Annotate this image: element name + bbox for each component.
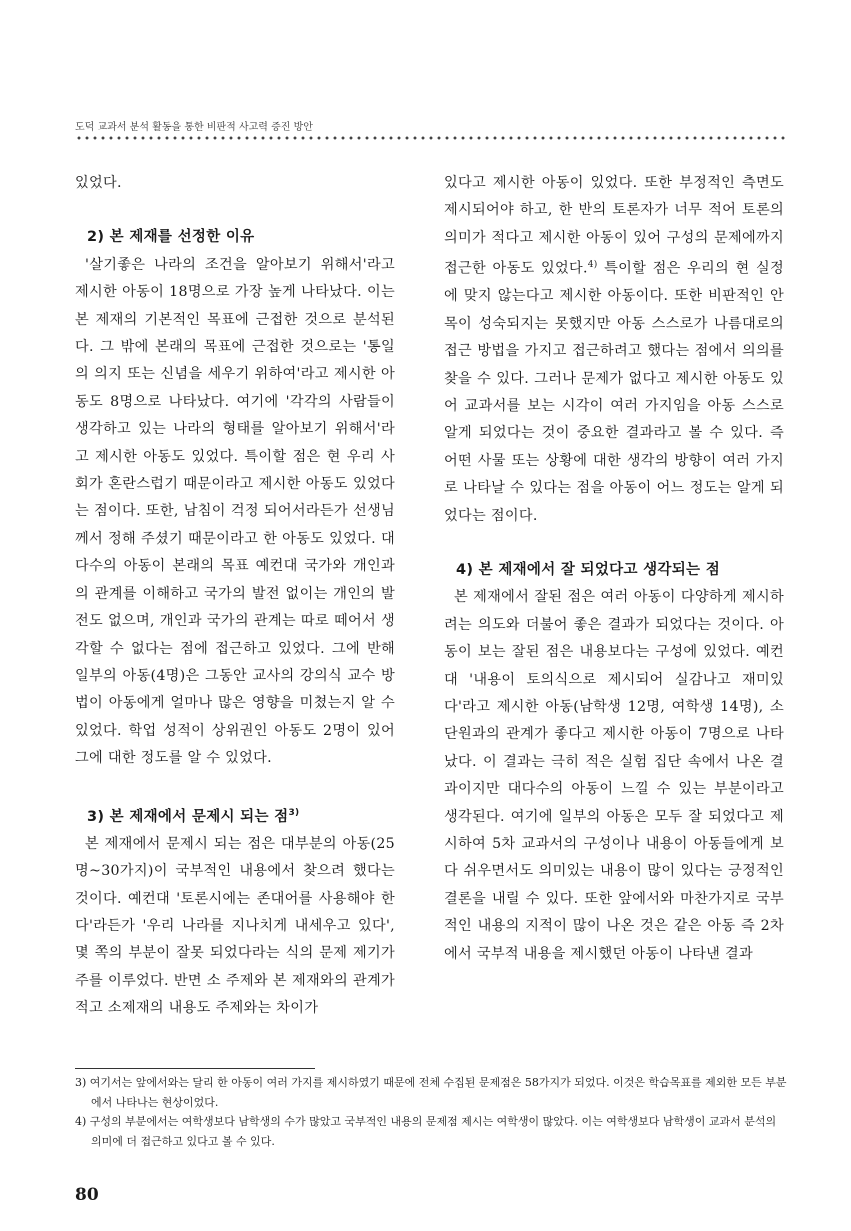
spacer xyxy=(75,197,395,224)
spacer xyxy=(75,773,395,800)
footnote-4: 4) 구성의 부분에서는 여학생보다 남학생의 수가 많았고 국부적인 내용의 문제점 제시는 여학생이 많았다. 이는 여학생보다 남학생이 교과서 분석의 의미에 더 접근하고 있다고 볼 수 있다. xyxy=(75,1115,777,1148)
footnote-rule xyxy=(75,1068,315,1069)
footnote-ref-4[interactable]: 4) xyxy=(587,260,598,271)
running-header: 도덕 교과서 분석 활동을 통한 비판적 사고력 증진 방안 xyxy=(75,122,313,133)
continued-paragraph: 있었다. xyxy=(75,175,122,191)
section-3-paragraph: 본 제재에서 문제시 되는 점은 대부분의 아동(25명~30가지)이 국부적인 내용에서 찾으려 했다는 것이다. 예컨대 '토론시에는 존대어를 사용해야 한다'라든가 '우리 나라를 지나치게 내세우고 있다', 몇 쪽의 부분이 잘못 되었다라는 식의 문제 제기가 주를 이루었다. 반면 소 주제와 본 제재와의 관계가 적고 소제재의 내용도 주제와는 차이가 xyxy=(75,835,395,1017)
continued-paragraph xyxy=(444,170,784,530)
section-heading-3 xyxy=(75,800,395,831)
section-heading-4: 4) 본 제재에서 잘 되었다고 생각되는 점 xyxy=(456,562,721,579)
left-column xyxy=(75,170,395,1023)
paragraph-part-b: 특이할 점은 우리의 현 실정에 맞지 않는다고 제시한 아동이다. 또한 비판적인 안목이 성숙되지는 못했지만 아동 스스로가 나름대로의 접근 방법을 가지고 접근하려고 했다는 점에서 의의를 찾을 수 있다. 그러나 문제가 없다고 제시한 아동도 있어 교과서를 보는 시각이 여러 가지임을 아동 스스로 알게 되었다는 것이 중요한 결과라고 볼 수 있다. 즉 어떤 사물 또는 상황에 대한 생각의 방향이 여러 가지로 나타날 수 있다는 점을 아동이 어느 정도는 알게 되었다는 점이다. xyxy=(444,260,784,524)
section-heading-2: 2) 본 제재를 선정한 이유 xyxy=(87,229,255,246)
section-4-paragraph: 본 제재에서 잘된 점은 여러 아동이 다양하게 제시하려는 의도와 더불어 좋은 결과가 되었다는 것이다. 아동이 보는 잘된 점은 내용보다는 구성에 있었다. 예컨대 '내용이 토의식으로 제시되어 실감나고 재미있다'라고 제시한 아동(남학생 12명, 여학생 14명), 소단원과의 관계가 좋다고 제시한 아동이 7명으로 나타났다. 이 결과는 극히 적은 실험 집단 속에서 나온 결과이지만 대다수의 아동이 느낄 수 있는 부분이라고 생각된다. 여기에 일부의 아동은 모두 잘 되었다고 제시하여 5차 교과서의 구성이나 내용이 아동들에게 보다 쉬우면서도 의미있는 내용이 많이 있다는 긍정적인 결론을 내릴 수 있다. 또한 앞에서와 마찬가지로 국부적인 내용의 지적이 많이 나온 것은 같은 아동 즉 2차에서 국부적 내용을 제시했던 아동이 나타낸 결과 xyxy=(444,589,784,962)
spacer xyxy=(444,530,784,557)
footnote-3: 3) 여기서는 앞에서와는 달리 한 아동이 여러 가지를 제시하였기 때문에 전체 수집된 문제점은 58가지가 되었다. 이것은 학습목표를 제외한 모든 부분에서 나타나는 현상이었다. xyxy=(75,1076,787,1109)
section-heading-3-text: 3) 본 제재에서 문제시 되는 점 xyxy=(87,808,289,825)
right-column xyxy=(444,170,784,968)
footnote-ref-3[interactable]: 3) xyxy=(288,807,300,818)
paragraph-part-a: 있다고 제시한 아동이 있었다. 또한 부정적인 측면도 제시되어야 하고, 한 반의 토론자가 너무 적어 토론의 의미가 적다고 제시한 아동이 있어 구성의 문제에까지 접근한 아동도 있었다. xyxy=(444,175,784,277)
section-2-paragraph: '살기좋은 나라의 조건을 알아보기 위해서'라고 제시한 아동이 18명으로 가장 높게 나타났다. 이는 본 제재의 기본적인 목표에 근접한 것으로 분석된다. 그 밖에 본래의 목표에 근접한 것으로는 '통일의 의지 또는 신념을 세우기 위하여'라고 제시한 아동도 8명으로 나타났다. 여기에 '각각의 사람들이 생각하고 있는 나라의 형태를 알아보기 위해서'라고 제시한 아동도 있었다. 특이할 점은 현 우리 사회가 혼란스럽기 때문이라고 제시한 아동도 있었다는 점이다. 또한, 남침이 걱정 되어서라든가 선생님께서 정해 주셨기 때문이라고 한 아동도 있었다. 대다수의 아동이 본래의 목표 예컨대 국가와 개인과의 관계를 이해하고 국가의 발전 없이는 개인의 발전도 없으며, 개인과 국가의 관계는 따로 떼어서 생각할 수 없다는 점에 접근하고 있었다. 그에 반해 일부의 아동(4명)은 그동안 교사의 강의식 교수 방법이 아동에게 얼마나 많은 영향을 미쳤는지 알 수 있었다. 학업 성적이 상위권인 아동도 2명이 있어 그에 대한 정도를 알 수 있었다. xyxy=(75,256,395,767)
footnotes xyxy=(75,1073,787,1151)
page-number: 80 xyxy=(75,1185,99,1205)
header-dotted-rule xyxy=(75,136,787,140)
